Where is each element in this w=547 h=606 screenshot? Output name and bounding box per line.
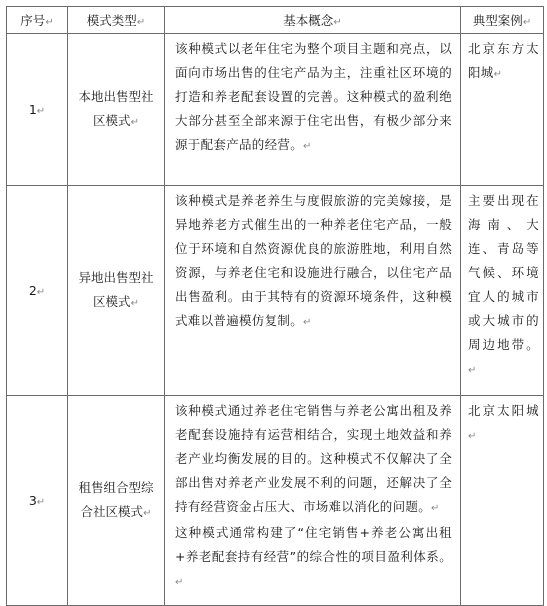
mode-cell: 本地出售型社区模式↵ bbox=[68, 34, 165, 186]
mode-cell: 租售组合型综合社区模式↵ bbox=[68, 396, 165, 606]
concept-cell: 该种模式以老年住宅为整个项目主题和亮点，以面向市场出售的住宅产品为主，注重社区环境的打造和养老配套设置的完善。这种模式的盈利绝大部分甚至全部来源于住宅出售，有极少部分来源于配套产品的经营。↵ bbox=[165, 34, 461, 186]
seq-cell: 1↵ bbox=[7, 34, 68, 186]
concept-cell: 该种模式是养老养生与度假旅游的完美嫁接，是异地养老方式催生出的一种养老住宅产品，一般位于环境和自然资源优良的旅游胜地，利用自然资源，与养老住宅和设施进行融合，以住宅产品出售盈利。由于其特有的资源环境条件，这种模式难以普遍模仿复制。↵ bbox=[165, 186, 461, 396]
case-cell: 主要出现在海南、大连、青岛等气候、环境宜人的城市或大城市的周边地带。↵ bbox=[461, 186, 544, 396]
header-concept: 基本概念↵ bbox=[165, 7, 461, 34]
case-cell: 北京东方太阳城↵ bbox=[461, 34, 544, 186]
table-header-row bbox=[7, 7, 544, 34]
case-cell: 北京太阳城↵ bbox=[461, 396, 544, 606]
header-case: 典型案例↵ bbox=[461, 7, 544, 34]
business-model-table bbox=[6, 6, 544, 606]
header-seq: 序号↵ bbox=[7, 7, 68, 34]
table-row bbox=[7, 34, 544, 186]
table-row bbox=[7, 396, 544, 606]
table-row bbox=[7, 186, 544, 396]
concept-cell: 该种模式通过养老住宅销售与养老公寓出租及养老配套设施持有运营相结合，实现土地效益和养老产业均衡发展的目的。这种模式不仅解决了全部出售对养老产业发展不利的问题，还解决了全持有经营资金占压大、市场难以消化的问题。↵ 这种模式通常构建了“住宅销售+养老公寓出租+养老配套持有经营”的综合性的项目盈利体系。↵ bbox=[165, 396, 461, 606]
seq-cell: 2↵ bbox=[7, 186, 68, 396]
seq-cell: 3↵ bbox=[7, 396, 68, 606]
header-mode: 模式类型↵ bbox=[68, 7, 165, 34]
mode-cell: 异地出售型社区模式↵ bbox=[68, 186, 165, 396]
